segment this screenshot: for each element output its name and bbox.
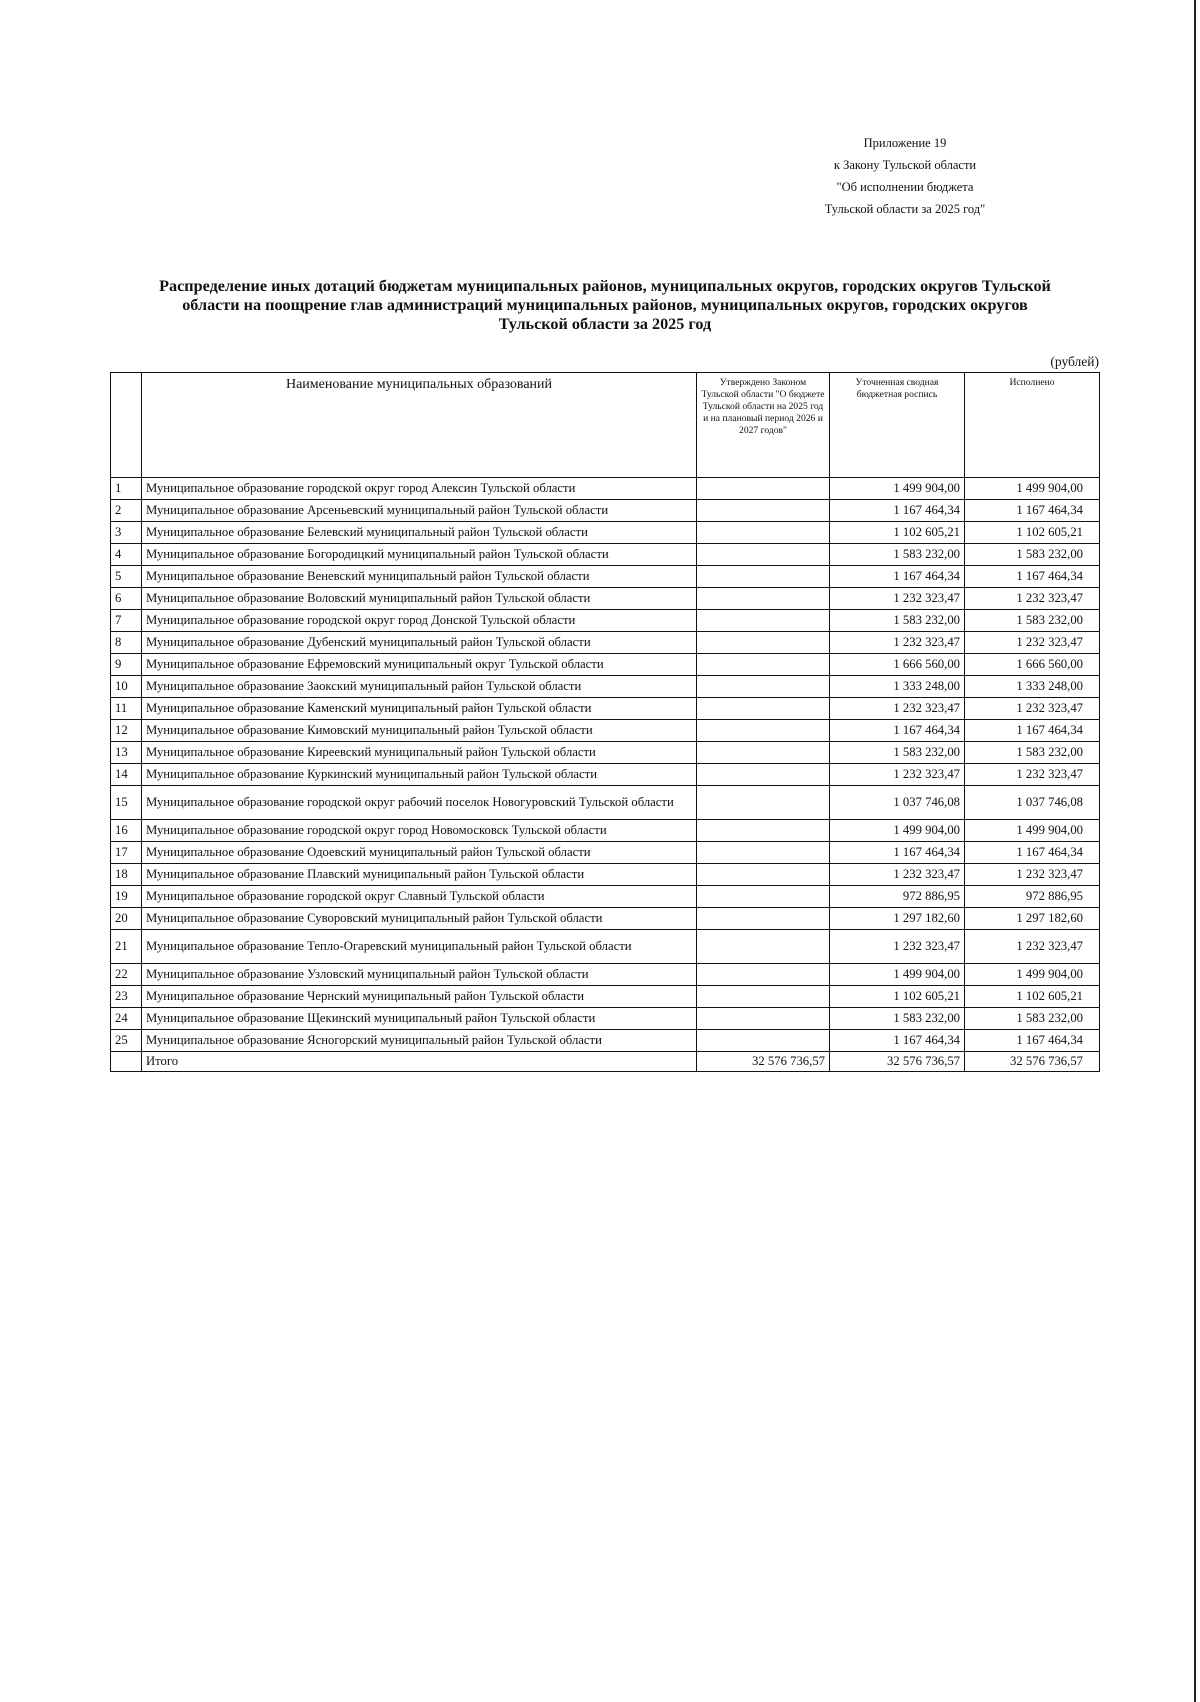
- revised-amount: 1 102 605,21: [830, 522, 965, 544]
- row-number: 11: [111, 698, 142, 720]
- approved-amount: [697, 864, 830, 886]
- municipality-name: Муниципальное образование Киреевский муниципальный район Тульской области: [142, 742, 697, 764]
- revised-amount: 1 499 904,00: [830, 964, 965, 986]
- executed-amount: 1 583 232,00: [965, 742, 1100, 764]
- municipality-name: Муниципальное образование городской округ Славный Тульской области: [142, 886, 697, 908]
- table-row: [111, 566, 1100, 588]
- table-header-row: [111, 373, 1100, 478]
- approved-amount: [697, 908, 830, 930]
- table-row: [111, 698, 1100, 720]
- revised-amount: 1 583 232,00: [830, 742, 965, 764]
- revised-amount: 1 167 464,34: [830, 842, 965, 864]
- table-row: [111, 820, 1100, 842]
- approved-amount: [697, 886, 830, 908]
- municipality-name: Муниципальное образование Чернский муниципальный район Тульской области: [142, 986, 697, 1008]
- table-row: [111, 964, 1100, 986]
- approved-amount: [697, 566, 830, 588]
- executed-amount: 1 232 323,47: [965, 698, 1100, 720]
- row-number: 25: [111, 1030, 142, 1052]
- executed-amount: 1 037 746,08: [965, 786, 1100, 820]
- row-number: 17: [111, 842, 142, 864]
- approved-amount: [697, 742, 830, 764]
- header-name: Наименование муниципальных образований: [142, 373, 697, 478]
- row-number: 16: [111, 820, 142, 842]
- municipality-name: Муниципальное образование Веневский муниципальный район Тульской области: [142, 566, 697, 588]
- row-number: 10: [111, 676, 142, 698]
- row-number: 7: [111, 610, 142, 632]
- revised-amount: 1 583 232,00: [830, 610, 965, 632]
- revised-amount: 1 102 605,21: [830, 986, 965, 1008]
- table-row: [111, 886, 1100, 908]
- executed-amount: 1 297 182,60: [965, 908, 1100, 930]
- row-number: 14: [111, 764, 142, 786]
- municipality-name: Муниципальное образование Каменский муниципальный район Тульской области: [142, 698, 697, 720]
- municipality-name: Муниципальное образование городской округ рабочий поселок Новогуровский Тульской области: [142, 786, 697, 820]
- table-row: [111, 544, 1100, 566]
- appendix-line-2: к Закону Тульской области: [833, 158, 977, 172]
- row-number: 20: [111, 908, 142, 930]
- approved-amount: [697, 632, 830, 654]
- municipality-name: Муниципальное образование Суворовский муниципальный район Тульской области: [142, 908, 697, 930]
- row-number: 21: [111, 930, 142, 964]
- row-number: 2: [111, 500, 142, 522]
- approved-amount: [697, 478, 830, 500]
- approved-amount: [697, 500, 830, 522]
- municipality-name: Муниципальное образование Куркинский муниципальный район Тульской области: [142, 764, 697, 786]
- table-row: [111, 632, 1100, 654]
- approved-amount: [697, 698, 830, 720]
- row-number: 19: [111, 886, 142, 908]
- table-row: [111, 864, 1100, 886]
- table-row: [111, 930, 1100, 964]
- executed-amount: 1 167 464,34: [965, 500, 1100, 522]
- approved-amount: [697, 610, 830, 632]
- approved-amount: [697, 986, 830, 1008]
- appendix-line-3: "Об исполнении бюджета: [836, 180, 974, 194]
- revised-amount: 1 232 323,47: [830, 698, 965, 720]
- document-title: [110, 277, 1100, 334]
- approved-amount: [697, 786, 830, 820]
- total-row: [111, 1052, 1100, 1072]
- row-number: 24: [111, 1008, 142, 1030]
- approved-amount: [697, 654, 830, 676]
- revised-amount: 1 167 464,34: [830, 566, 965, 588]
- revised-amount: 1 583 232,00: [830, 544, 965, 566]
- scan-edge-line: [1194, 0, 1196, 1702]
- table-row: [111, 1030, 1100, 1052]
- table-row: [111, 478, 1100, 500]
- row-number: 8: [111, 632, 142, 654]
- revised-amount: 1 037 746,08: [830, 786, 965, 820]
- table-row: [111, 986, 1100, 1008]
- table-row: [111, 610, 1100, 632]
- appendix-line-1: Приложение 19: [863, 136, 947, 150]
- title-line-2: области на поощрение глав администраций муниципальных районов, муниципальных округов, городских округов: [182, 296, 1028, 314]
- total-revised: 32 576 736,57: [830, 1052, 965, 1072]
- approved-amount: [697, 720, 830, 742]
- executed-amount: 1 499 904,00: [965, 478, 1100, 500]
- title-line-3: Тульской области за 2025 год: [498, 315, 712, 333]
- executed-amount: 1 499 904,00: [965, 964, 1100, 986]
- total-number-cell: [111, 1052, 142, 1072]
- executed-amount: 1 499 904,00: [965, 820, 1100, 842]
- row-number: 22: [111, 964, 142, 986]
- revised-amount: 1 232 323,47: [830, 632, 965, 654]
- executed-amount: 1 167 464,34: [965, 720, 1100, 742]
- executed-amount: 1 583 232,00: [965, 610, 1100, 632]
- executed-amount: 1 583 232,00: [965, 1008, 1100, 1030]
- revised-amount: 1 499 904,00: [830, 478, 965, 500]
- revised-amount: 1 297 182,60: [830, 908, 965, 930]
- municipality-name: Муниципальное образование Узловский муниципальный район Тульской области: [142, 964, 697, 986]
- budget-table: [110, 372, 1100, 1072]
- revised-amount: 1 333 248,00: [830, 676, 965, 698]
- municipality-name: Муниципальное образование городской округ город Алексин Тульской области: [142, 478, 697, 500]
- approved-amount: [697, 544, 830, 566]
- executed-amount: 1 232 323,47: [965, 864, 1100, 886]
- municipality-name: Муниципальное образование городской округ город Новомосковск Тульской области: [142, 820, 697, 842]
- header-executed: Исполнено: [965, 373, 1100, 478]
- municipality-name: Муниципальное образование Воловский муниципальный район Тульской области: [142, 588, 697, 610]
- table-row: [111, 588, 1100, 610]
- executed-amount: 1 232 323,47: [965, 588, 1100, 610]
- municipality-name: Муниципальное образование Плавский муниципальный район Тульской области: [142, 864, 697, 886]
- executed-amount: 1 232 323,47: [965, 930, 1100, 964]
- executed-amount: 1 333 248,00: [965, 676, 1100, 698]
- approved-amount: [697, 588, 830, 610]
- table-row: [111, 842, 1100, 864]
- appendix-line-4: Тульской области за 2025 год": [824, 202, 986, 216]
- appendix-reference: [800, 132, 1010, 220]
- revised-amount: 972 886,95: [830, 886, 965, 908]
- row-number: 3: [111, 522, 142, 544]
- table-row: [111, 676, 1100, 698]
- row-number: 18: [111, 864, 142, 886]
- table-row: [111, 1008, 1100, 1030]
- executed-amount: 1 583 232,00: [965, 544, 1100, 566]
- table-row: [111, 742, 1100, 764]
- municipality-name: Муниципальное образование Дубенский муниципальный район Тульской области: [142, 632, 697, 654]
- executed-amount: 1 167 464,34: [965, 566, 1100, 588]
- municipality-name: Муниципальное образование Белевский муниципальный район Тульской области: [142, 522, 697, 544]
- municipality-name: Муниципальное образование Одоевский муниципальный район Тульской области: [142, 842, 697, 864]
- row-number: 6: [111, 588, 142, 610]
- row-number: 23: [111, 986, 142, 1008]
- header-revised: Уточненная сводная бюджетная роспись: [830, 373, 965, 478]
- municipality-name: Муниципальное образование Арсеньевский муниципальный район Тульской области: [142, 500, 697, 522]
- approved-amount: [697, 1030, 830, 1052]
- municipality-name: Муниципальное образование Кимовский муниципальный район Тульской области: [142, 720, 697, 742]
- total-approved: 32 576 736,57: [697, 1052, 830, 1072]
- units-label: (рублей): [1050, 354, 1099, 369]
- revised-amount: 1 167 464,34: [830, 1030, 965, 1052]
- total-executed: 32 576 736,57: [965, 1052, 1100, 1072]
- approved-amount: [697, 522, 830, 544]
- table-row: [111, 908, 1100, 930]
- row-number: 9: [111, 654, 142, 676]
- municipality-name: Муниципальное образование Тепло-Огаревский муниципальный район Тульской области: [142, 930, 697, 964]
- revised-amount: 1 232 323,47: [830, 930, 965, 964]
- executed-amount: 1 232 323,47: [965, 632, 1100, 654]
- row-number: 13: [111, 742, 142, 764]
- revised-amount: 1 499 904,00: [830, 820, 965, 842]
- revised-amount: 1 232 323,47: [830, 764, 965, 786]
- executed-amount: 1 167 464,34: [965, 1030, 1100, 1052]
- table-row: [111, 654, 1100, 676]
- header-approved: Утверждено Законом Тульской области "О бюджете Тульской области на 2025 год и на плановый период 2026 и 2027 годов": [697, 373, 830, 478]
- approved-amount: [697, 1008, 830, 1030]
- approved-amount: [697, 964, 830, 986]
- municipality-name: Муниципальное образование Богородицкий муниципальный район Тульской области: [142, 544, 697, 566]
- table-row: [111, 764, 1100, 786]
- municipality-name: Муниципальное образование городской округ город Донской Тульской области: [142, 610, 697, 632]
- revised-amount: 1 167 464,34: [830, 720, 965, 742]
- table-row: [111, 786, 1100, 820]
- table-row: [111, 500, 1100, 522]
- header-number: [111, 373, 142, 478]
- executed-amount: 1 666 560,00: [965, 654, 1100, 676]
- executed-amount: 1 232 323,47: [965, 764, 1100, 786]
- table-body: [111, 478, 1100, 1052]
- revised-amount: 1 666 560,00: [830, 654, 965, 676]
- executed-amount: 1 167 464,34: [965, 842, 1100, 864]
- approved-amount: [697, 820, 830, 842]
- row-number: 12: [111, 720, 142, 742]
- approved-amount: [697, 930, 830, 964]
- executed-amount: 1 102 605,21: [965, 522, 1100, 544]
- municipality-name: Муниципальное образование Ефремовский муниципальный округ Тульской области: [142, 654, 697, 676]
- municipality-name: Муниципальное образование Ясногорский муниципальный район Тульской области: [142, 1030, 697, 1052]
- revised-amount: 1 232 323,47: [830, 588, 965, 610]
- executed-amount: 972 886,95: [965, 886, 1100, 908]
- revised-amount: 1 583 232,00: [830, 1008, 965, 1030]
- revised-amount: 1 167 464,34: [830, 500, 965, 522]
- municipality-name: Муниципальное образование Заокский муниципальный район Тульской области: [142, 676, 697, 698]
- row-number: 1: [111, 478, 142, 500]
- total-label: Итого: [142, 1052, 697, 1072]
- row-number: 15: [111, 786, 142, 820]
- title-line-1: Распределение иных дотаций бюджетам муниципальных районов, муниципальных округов, городских округов Тульской: [159, 277, 1051, 295]
- approved-amount: [697, 842, 830, 864]
- row-number: 4: [111, 544, 142, 566]
- approved-amount: [697, 764, 830, 786]
- table-row: [111, 522, 1100, 544]
- approved-amount: [697, 676, 830, 698]
- revised-amount: 1 232 323,47: [830, 864, 965, 886]
- municipality-name: Муниципальное образование Щекинский муниципальный район Тульской области: [142, 1008, 697, 1030]
- table-row: [111, 720, 1100, 742]
- row-number: 5: [111, 566, 142, 588]
- executed-amount: 1 102 605,21: [965, 986, 1100, 1008]
